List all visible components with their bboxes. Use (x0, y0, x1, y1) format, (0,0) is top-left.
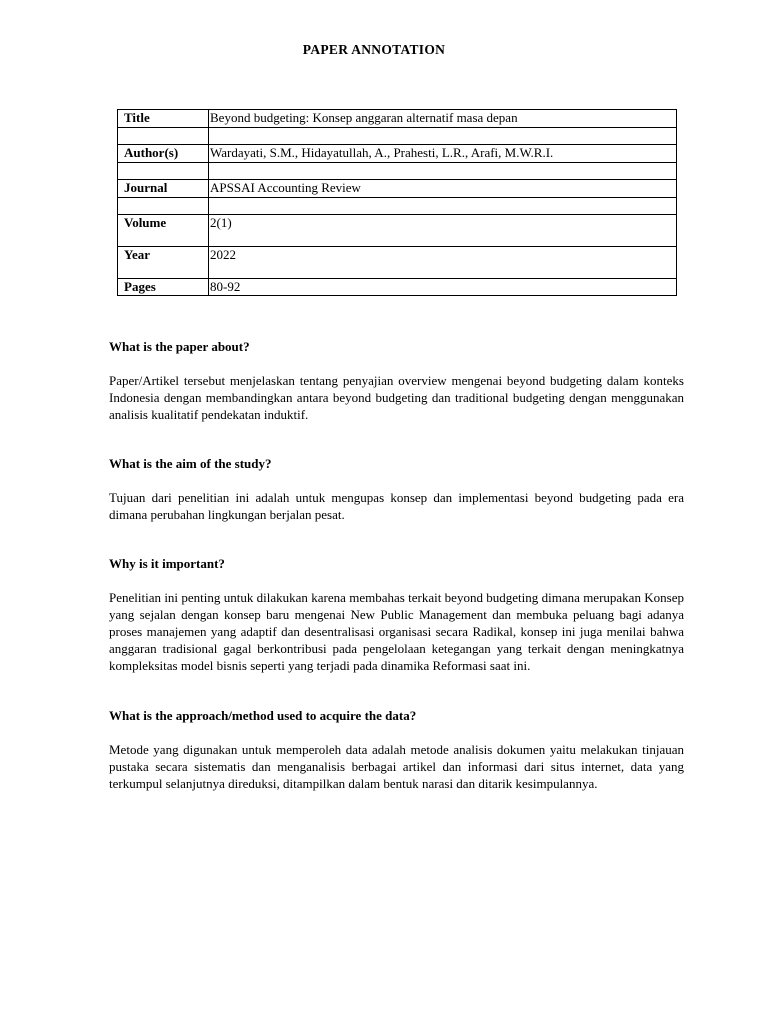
pages-value: 80-92 (209, 279, 677, 296)
table-row-spacer (118, 198, 677, 215)
section-importance (109, 556, 684, 674)
title-value: Beyond budgeting: Konsep anggaran alternatif masa depan (209, 110, 677, 128)
section-importance-heading: Why is it important? (109, 556, 225, 571)
section-aim (109, 456, 684, 523)
volume-value: 2(1) (209, 215, 677, 247)
metadata-table (117, 109, 677, 296)
authors-value: Wardayati, S.M., Hidayatullah, A., Prahesti, L.R., Arafi, M.W.R.I. (209, 145, 677, 163)
year-value: 2022 (209, 247, 677, 279)
section-about (109, 339, 684, 423)
section-aim-body: Tujuan dari penelitian ini adalah untuk mengupas konsep dan implementasi beyond budgeting pada era dimana perubahan lingkungan berjalan pesat. (109, 490, 684, 522)
table-row-title (118, 110, 677, 128)
table-row-journal (118, 180, 677, 198)
section-aim-heading: What is the aim of the study? (109, 456, 272, 471)
section-method (109, 708, 684, 792)
table-row-year (118, 247, 677, 279)
table-row-spacer (118, 163, 677, 180)
section-method-body: Metode yang digunakan untuk memperoleh data adalah metode analisis dokumen yaitu melakukan tinjauan pustaka secara sistematis dan menganalisis berbagai artikel dan informasi dari situs internet, data yang terkumpul selanjutnya direduksi, ditampilkan dalam bentuk narasi dan ditarik kesimpulannya. (109, 742, 684, 791)
pages-label: Pages (118, 279, 209, 296)
year-label: Year (118, 247, 209, 279)
journal-label: Journal (118, 180, 209, 198)
section-importance-body: Penelitian ini penting untuk dilakukan karena membahas terkait beyond budgeting dimana merupakan Konsep yang sejalan dengan konsep baru mengenai New Public Management dan membuka peluang bagi adanya proses manajemen yang adaptif dan desentralisasi organisasi secara Radikal, konsep ini juga menilai bahwa anggaran tradisional gagal berkontribusi pada pengelolaan ketegangan yang terkait dengan meningkatnya kompleksitas model bisnis seperti yang terjadi pada dinamika Reformasi saat ini. (109, 590, 684, 673)
table-row-volume (118, 215, 677, 247)
authors-label: Author(s) (118, 145, 209, 163)
journal-value: APSSAI Accounting Review (209, 180, 677, 198)
title-label: Title (118, 110, 209, 128)
section-about-heading: What is the paper about? (109, 339, 250, 354)
table-row-spacer (118, 128, 677, 145)
volume-label: Volume (118, 215, 209, 247)
section-method-heading: What is the approach/method used to acquire the data? (109, 708, 417, 723)
table-row-pages (118, 279, 677, 296)
table-row-authors (118, 145, 677, 163)
section-about-body: Paper/Artikel tersebut menjelaskan tentang penyajian overview mengenai beyond budgeting dalam konteks Indonesia dengan membandingkan antara beyond budgeting dan traditional budgeting dengan menggunakan analisis kualitatif pendekatan induktif. (109, 373, 684, 422)
document-title: PAPER ANNOTATION (302, 42, 446, 57)
